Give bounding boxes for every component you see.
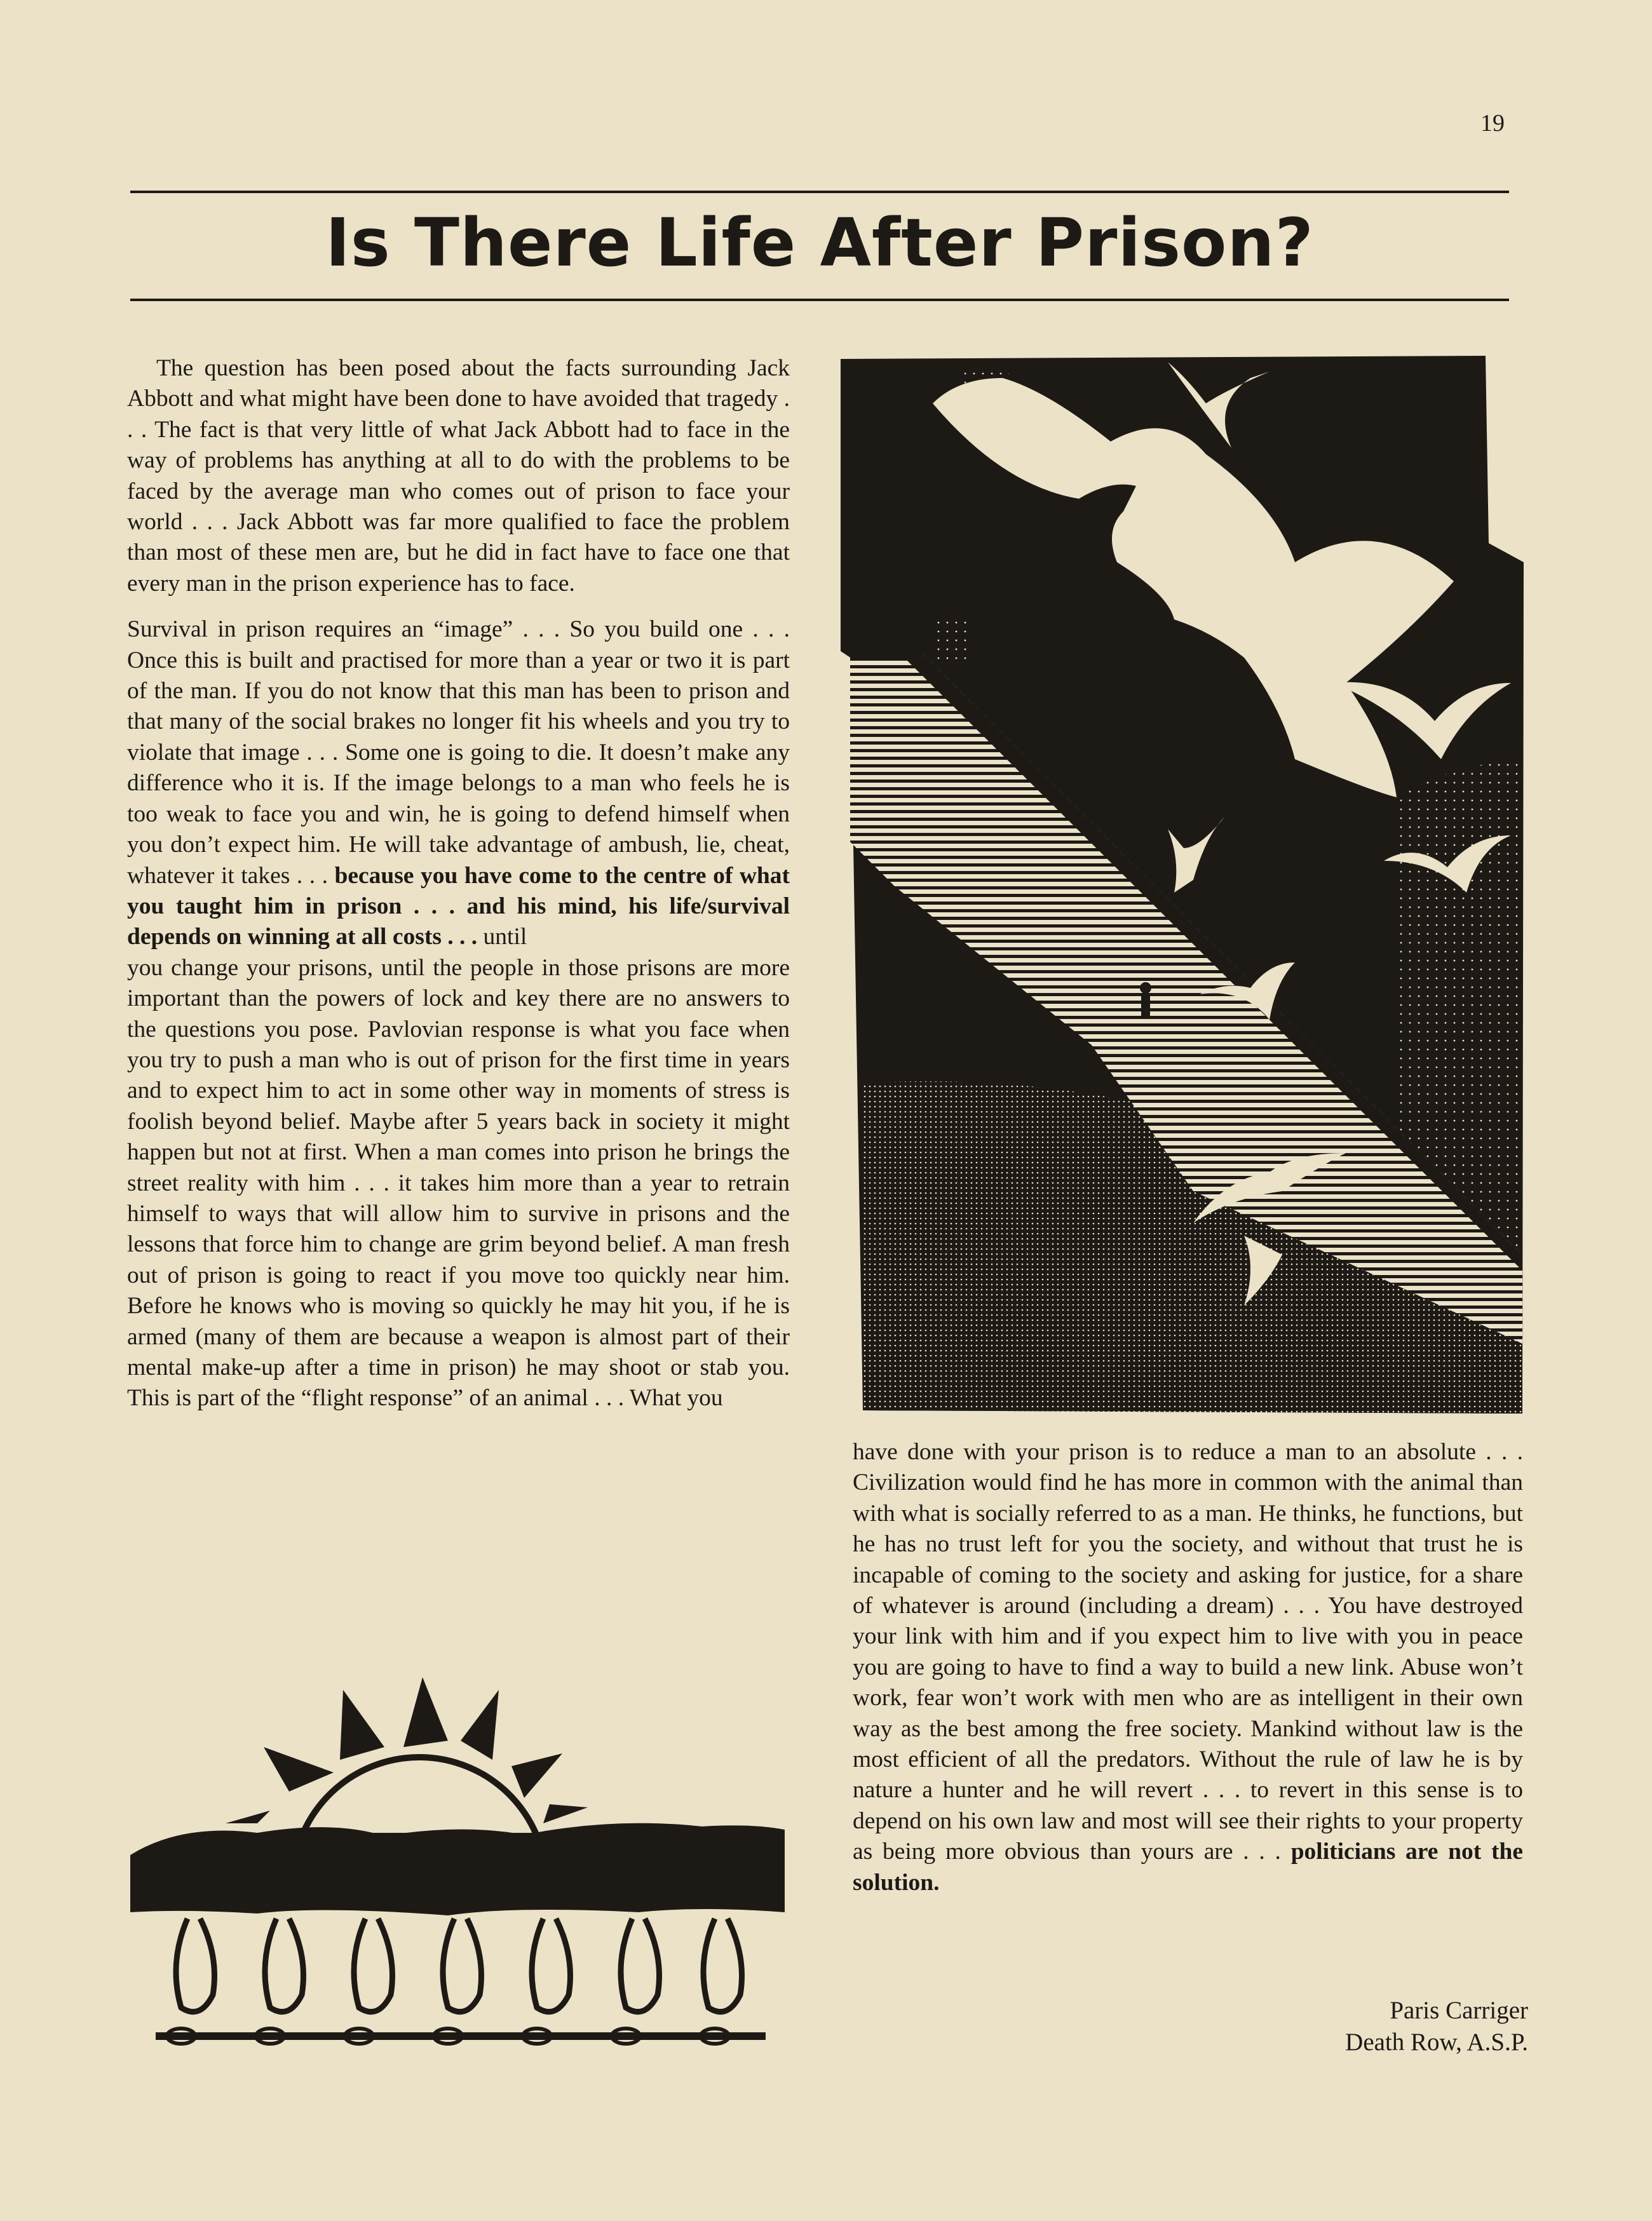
author-name: Paris Carriger bbox=[1390, 1997, 1528, 2024]
title-rule-bottom bbox=[130, 299, 1509, 301]
right-column bbox=[853, 1437, 1523, 1898]
author-location: Death Row, A.S.P. bbox=[1345, 2029, 1528, 2056]
signature-block bbox=[1144, 1995, 1528, 2058]
sunrise-hands-illustration bbox=[130, 1664, 791, 2046]
paragraph-2-text: Survival in prison requires an “image” . . . So you build one . . . Once this is built and practised for more than a year or two it is part of the man. If you do not know that this man has been to prison and that many of the social brakes no longer fit his wheels and you try to violate that image . . . Some one is going to die. It doesn’t make any difference who it is. If the image belongs to a man who feels he is too weak to face you and win, he is going to defend himself when you don’t expect him. He will take advantage of ambush, lie, cheat, whatever it takes . . . bbox=[127, 616, 790, 889]
paragraph-2 bbox=[127, 614, 790, 952]
birds-woodcut-illustration bbox=[837, 353, 1524, 1420]
article-title: Is There Life After Prison? bbox=[325, 204, 1314, 281]
sunrise-hands-svg bbox=[130, 1664, 791, 2046]
page-number: 19 bbox=[1480, 110, 1505, 137]
paragraph-3: you change your prisons, until the people in those prisons are more important than the powers of lock and key there are no answers to the questions you pose. Pavlovian response is what you face when you try to push a man who is out of prison for the first time in years and to expect him to act in some other way in moments of stress is foolish beyond belief. Maybe after 5 years back in society it might happen but not at first. When a man comes into prison he brings the street reality with him . . . it takes him more than a year to retrain himself to ways that will allow him to survive in prisons and the lessons that force him to change are grim beyond belief. A man fresh out of prison is going to react if you move too quickly near him. Before he knows who is moving so quickly he may hit you, if he is armed (many of them are because a weapon is almost part of their mental make-up after a time in prison) he may shoot or stab you. This is part of the “flight response” of an animal . . . What you bbox=[127, 954, 790, 1412]
paragraph-1: The question has been posed about the facts surrounding Jack Abbott and what might have been done to have avoided that tragedy . . . The fact is that very little of what Jack Abbott had to face in the way of problems has anything at all to do with the problems to be faced by the average man who comes out of prison to face your world . . . Jack Abbott was far more qualified to face the problem than most of these men are, but he did in fact have to face one that every man in the prison experience has to face. bbox=[127, 355, 790, 597]
paragraph-2-bold: because you have come to the centre of what you taught him in prison . . . and his mind, his life/survival depends on winning at all costs . . . bbox=[127, 862, 790, 950]
paragraph-2-until: until bbox=[483, 924, 527, 950]
right-column-text bbox=[853, 1437, 1523, 1898]
birds-woodcut-svg bbox=[837, 353, 1524, 1420]
left-column bbox=[127, 353, 790, 1414]
right-column-bold-ending: politicians are not the solution. bbox=[853, 1839, 1523, 1896]
title-rule-top bbox=[130, 191, 1509, 193]
right-column-body: have done with your prison is to reduce a man to an absolute . . . Civilization would find he has more in common with the animal than with what is socially referred to as a man. He thinks, he functions, but he has no trust left for you the society, and without that trust he is incapable of coming to the society and asking for justice, for a share of whatever is around (including a dream) . . . You have destroyed your link with him and if you expect him to live with you in peace you are going to have to find a way to build a new link. Abuse won’t work, fear won’t work with men who are as intelligent in their own way as the best among the free society. Mankind without law is the most efficient of all the predators. Without the rule of law he is by nature a hunter and he will revert . . . to revert in this sense is to depend on his own law and most will see their rights to your property as being more obvious than yours are . . . bbox=[853, 1439, 1523, 1865]
